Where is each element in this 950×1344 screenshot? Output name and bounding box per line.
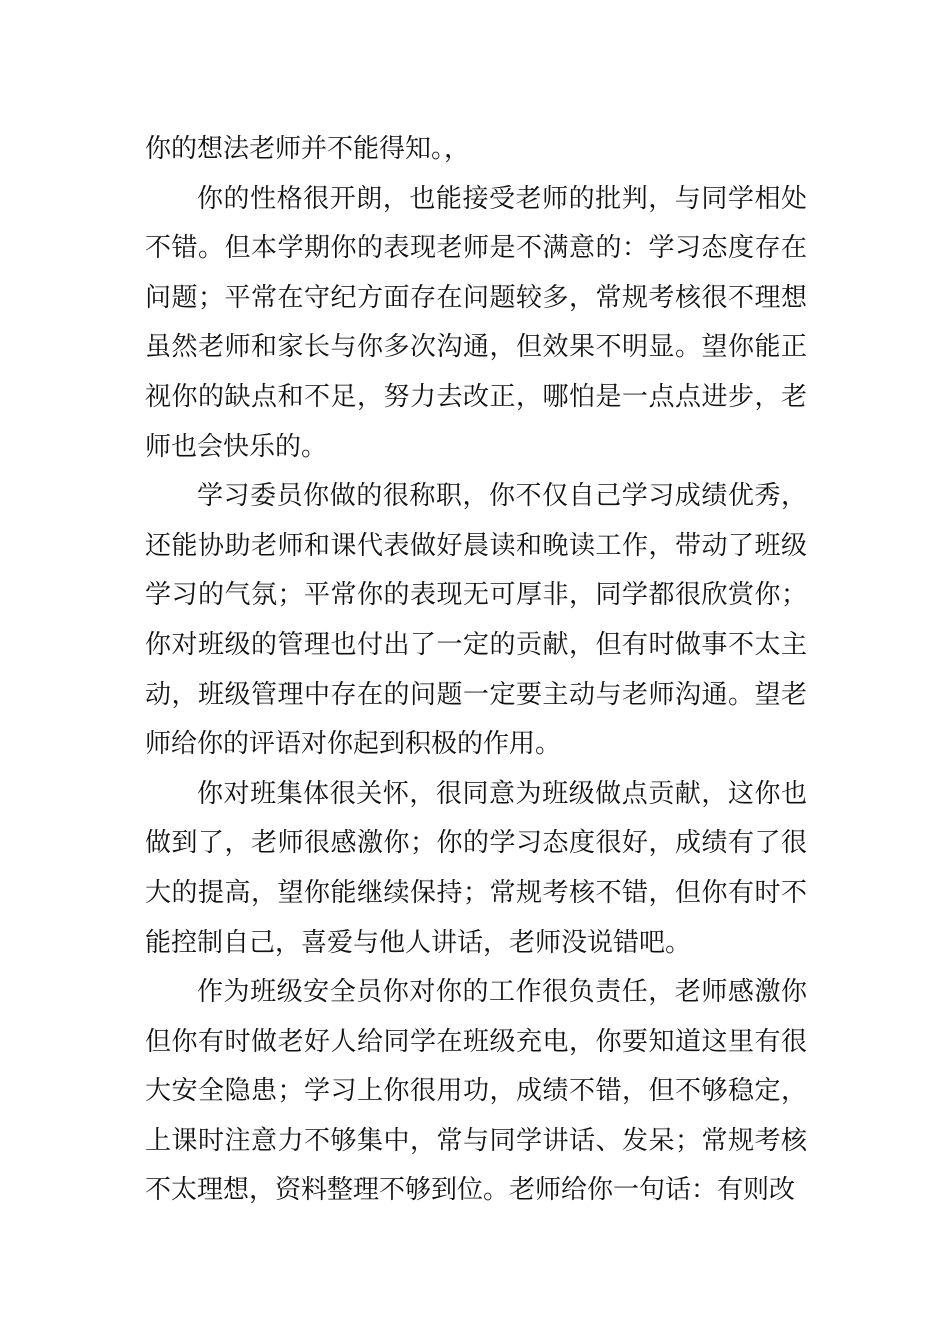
- document-page: [145, 125, 807, 1216]
- paragraph-comment-2: 学习委员你做的很称职，你不仅自己学习成绩优秀，还能协助老师和课代表做好晨读和晚读工作，带动了班级学习的气氛；平常你的表现无可厚非，同学都很欣赏你；你对班级的管理也付出了一定的贡献，但有时做事不太主动，班级管理中存在的问题一定要主动与老师沟通。望老师给你的评语对你起到积极的作用。: [145, 481, 807, 760]
- paragraph-comment-3: 你对班集体很关怀，很同意为班级做点贡献，这你也做到了，老师很感激你；你的学习态度很好，成绩有了很大的提高，望你能继续保持；常规考核不错，但你有时不能控制自己，喜爱与他人讲话，老师没说错吧。: [145, 778, 807, 958]
- paragraph-comment-1: 你的性格很开朗，也能接受老师的批判，与同学相处不错。但本学期你的表现老师是不满意的：学习态度存在问题；平常在守纪方面存在问题较多，常规考核很不理想虽然老师和家长与你多次沟通，但效果不明显。望你能正视你的缺点和不足，努力去改正，哪怕是一点点进步，老师也会快乐的。: [145, 183, 807, 462]
- paragraph-continuation: 你的想法老师并不能得知。，: [145, 134, 471, 164]
- paragraph-comment-4: 作为班级安全员你对你的工作很负责任，老师感激你但你有时做老好人给同学在班级充电，你要知道这里有很大安全隐患；学习上你很用功，成绩不错，但不够稳定，上课时注意力不够集中，常与同学讲话、发呆；常规考核不太理想，资料整理不够到位。老师给你一句话：有则改: [145, 977, 807, 1206]
